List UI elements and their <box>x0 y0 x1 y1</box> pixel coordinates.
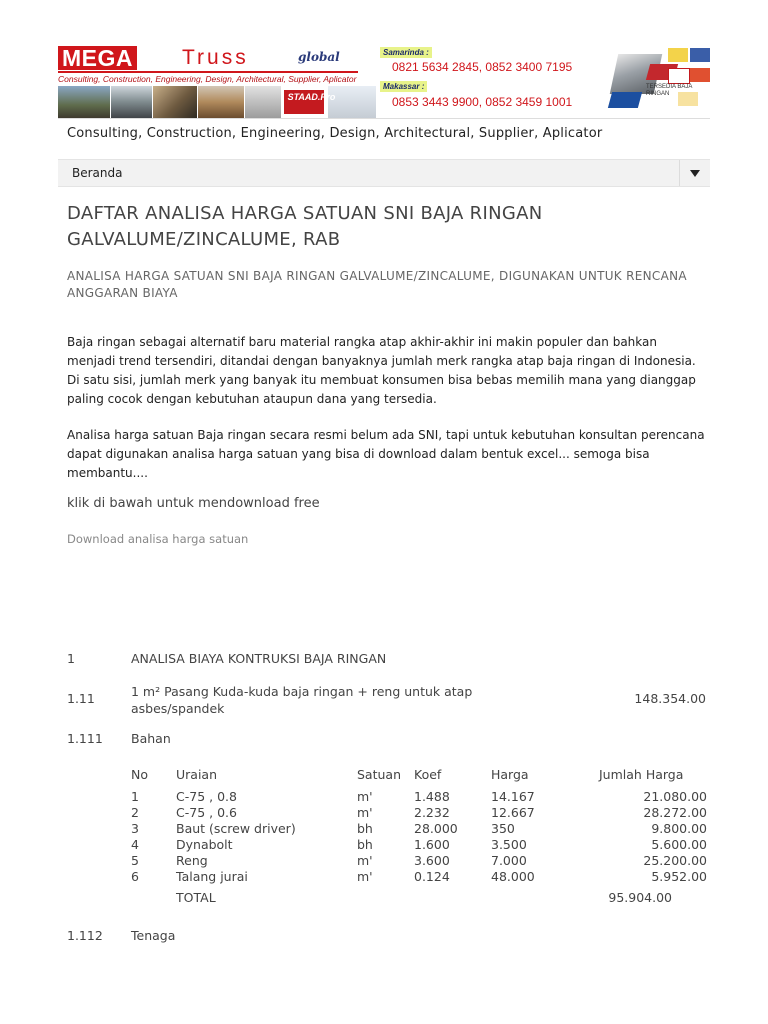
cell-no: 3 <box>131 821 139 836</box>
header-harga: Harga <box>491 767 529 782</box>
cell-no: 5 <box>131 853 139 868</box>
item-number: 1.11 <box>67 691 95 706</box>
makassar-phones: 0853 3443 9900, 0852 3459 1001 <box>392 95 573 109</box>
subitem-number: 1.111 <box>67 731 103 746</box>
cell-no: 4 <box>131 837 139 852</box>
staad-pro-logo <box>282 86 336 118</box>
cell-harga: 12.667 <box>491 805 535 820</box>
banner-logo-area <box>58 44 376 118</box>
header-jumlah: Jumlah Harga <box>599 767 684 782</box>
cell-no: 1 <box>131 789 139 804</box>
construction-photo <box>111 86 153 118</box>
cell-satuan: m' <box>357 853 373 868</box>
cell-satuan: m' <box>357 789 373 804</box>
cell-jumlah: 5.600.00 <box>651 837 707 852</box>
post-paragraph-1: Baja ringan sebagai alternatif baru material rangka atap akhir-akhir ini makin populer dan bahkan menjadi trend tersendiri, ditandai dengan banyaknya jumlah merk rangka atap baja ringan di Indonesia. Di satu sisi, jumlah merk yang banyak itu membuat konsumen bisa bebas memilih mana yang dianggap paling cocok dengan kebutuhan ataupun dana yang tersedia. <box>67 335 696 406</box>
header-banner[interactable] <box>58 44 710 119</box>
table-row <box>131 789 707 805</box>
samarinda-phones: 0821 5634 2845, 0852 3400 7195 <box>392 60 573 74</box>
banner-photo-strip <box>58 86 376 118</box>
cell-harga: 14.167 <box>491 789 535 804</box>
cell-no: 2 <box>131 805 139 820</box>
truss-photo <box>245 86 281 118</box>
cell-satuan: m' <box>357 805 373 820</box>
brand-logo-3 <box>668 68 690 84</box>
cell-harga: 7.000 <box>491 853 527 868</box>
download-instruction: klik di bawah untuk mendownload free <box>67 496 320 511</box>
download-link[interactable]: Download analisa harga satuan <box>67 532 249 546</box>
cell-koef: 2.232 <box>414 805 450 820</box>
samarinda-label: Samarinda : <box>380 47 432 58</box>
cell-koef: 0.124 <box>414 869 450 884</box>
table-row <box>131 869 707 885</box>
post-title: DAFTAR ANALISA HARGA SATUAN SNI BAJA RINGAN GALVALUME/ZINCALUME, RAB <box>67 203 543 250</box>
blue-roof-tile-image <box>608 92 642 108</box>
table-total-row <box>131 890 707 906</box>
cell-uraian: Talang jurai <box>176 869 248 884</box>
table-row <box>131 853 707 869</box>
cell-uraian: C-75 , 0.6 <box>176 805 237 820</box>
brand-logo-2 <box>690 48 710 62</box>
building-photo <box>58 86 110 118</box>
cell-uraian: Reng <box>176 853 208 868</box>
site-tagline: Consulting, Construction, Engineering, Design, Architectural, Supplier, Aplicator <box>67 126 603 141</box>
item-description: 1 m² Pasang Kuda-kuda baja ringan + reng untuk atap asbes/spandek <box>131 684 473 716</box>
logo-truss: Truss <box>182 46 249 69</box>
cell-jumlah: 25.200.00 <box>643 853 707 868</box>
cell-koef: 1.600 <box>414 837 450 852</box>
roof-frame-photo <box>198 86 244 118</box>
table-row <box>131 821 707 837</box>
makassar-label: Makassar : <box>380 81 427 92</box>
nav-home-label[interactable]: Beranda <box>72 166 123 180</box>
table-header <box>131 767 707 783</box>
banner-services-text: Consulting, Construction, Engineering, Design, Architectural, Supplier, Aplicator <box>58 74 357 84</box>
cell-satuan: m' <box>357 869 373 884</box>
header-no: No <box>131 767 148 782</box>
cell-jumlah: 21.080.00 <box>643 789 707 804</box>
brand-logo-4 <box>690 68 710 82</box>
nav-bar[interactable] <box>58 159 710 187</box>
staad-pro-text: STAAD.Pro <box>287 92 336 102</box>
cell-jumlah: 5.952.00 <box>651 869 707 884</box>
cell-jumlah: 28.272.00 <box>643 805 707 820</box>
cell-uraian: Dynabolt <box>176 837 233 852</box>
total-label: TOTAL <box>176 890 216 905</box>
subitem-label: Bahan <box>131 731 171 746</box>
cell-harga: 3.500 <box>491 837 527 852</box>
nav-dropdown-toggle[interactable] <box>679 160 710 186</box>
banner-contact-area <box>378 44 710 118</box>
total-value: 95.904.00 <box>608 890 672 905</box>
cell-satuan: bh <box>357 821 373 836</box>
cell-satuan: bh <box>357 837 373 852</box>
cell-harga: 350 <box>491 821 515 836</box>
section-title: ANALISA BIAYA KONTRUKSI BAJA RINGAN <box>131 651 387 666</box>
table-row <box>131 837 707 853</box>
cell-koef: 1.488 <box>414 789 450 804</box>
cell-koef: 3.600 <box>414 853 450 868</box>
section-number: 1 <box>67 651 75 666</box>
brand-logo-1 <box>668 48 688 62</box>
subitem-label: Tenaga <box>131 928 176 943</box>
post-subtitle: ANALISA HARGA SATUAN SNI BAJA RINGAN GALVALUME/ZINCALUME, DIGUNAKAN UNTUK RENCANA ANGGARAN BIAYA <box>67 269 687 300</box>
cell-uraian: Baut (screw driver) <box>176 821 296 836</box>
header-uraian: Uraian <box>176 767 218 782</box>
software-photo <box>328 86 376 118</box>
cell-koef: 28.000 <box>414 821 458 836</box>
subitem-number: 1.112 <box>67 928 103 943</box>
header-koef: Koef <box>414 767 442 782</box>
post-paragraph-2: Analisa harga satuan Baja ringan secara resmi belum ada SNI, tapi untuk kebutuhan konsultan perencana dapat digunakan analisa harga satuan yang bisa di download dalam bentuk excel... semoga bisa membantu.... <box>67 428 705 480</box>
tersedia-text: TERSEDIA BAJA RINGAN <box>646 84 693 97</box>
item-total-value: 148.354.00 <box>634 691 706 706</box>
logo-global: global <box>298 50 340 64</box>
header-satuan: Satuan <box>357 767 402 782</box>
chevron-down-icon <box>690 170 700 177</box>
cell-jumlah: 9.800.00 <box>651 821 707 836</box>
cell-no: 6 <box>131 869 139 884</box>
interior-photo <box>153 86 197 118</box>
cell-uraian: C-75 , 0.8 <box>176 789 237 804</box>
cell-harga: 48.000 <box>491 869 535 884</box>
logo-mega: MEGA <box>58 46 137 70</box>
table-row <box>131 805 707 821</box>
